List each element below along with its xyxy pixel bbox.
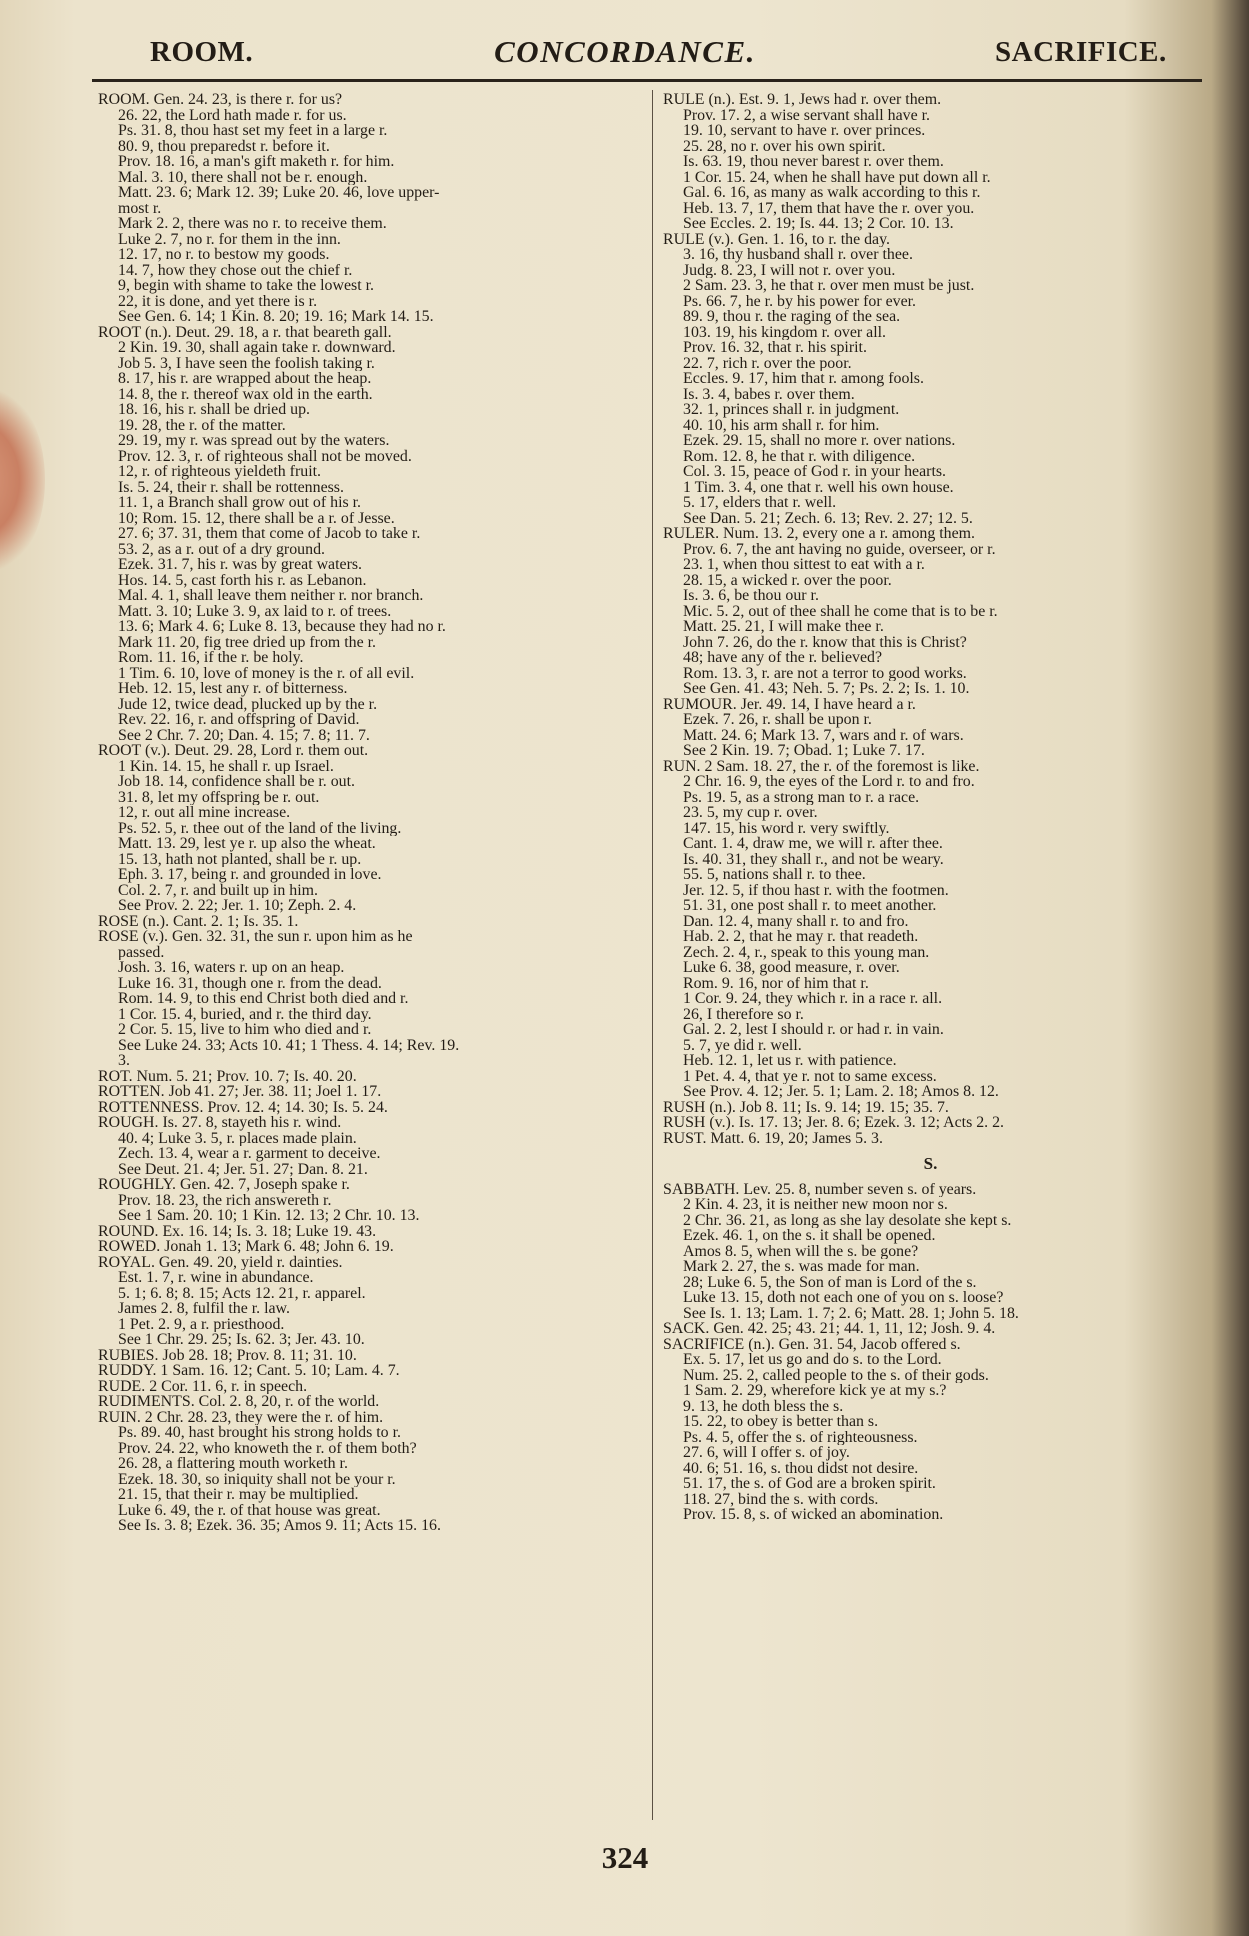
- reference-line: Prov. 17. 2, a wise servant shall have r.: [683, 107, 930, 123]
- reference-line: Prov. 12. 3, r. of righteous shall not be moved.: [118, 448, 412, 464]
- reference-line: Ps. 52. 5, r. thee out of the land of the living.: [118, 820, 402, 836]
- reference-line: 28; Luke 6. 5, the Son of man is Lord of the s.: [683, 1274, 977, 1290]
- headword-entry: RUIN. 2 Chr. 28. 23, they were the r. of him.: [98, 1409, 384, 1425]
- reference-line: 26. 28, a flattering mouth worketh r.: [118, 1456, 348, 1472]
- reference-line: Ps. 31. 8, thou hast set my feet in a large r.: [118, 123, 388, 139]
- reference-line: See Deut. 21. 4; Jer. 51. 27; Dan. 8. 21.: [118, 1161, 368, 1177]
- headword-entry: RUN. 2 Sam. 18. 27, the r. of the foremost is like.: [663, 758, 980, 774]
- reference-line: 1 Sam. 2. 29, wherefore kick ye at my s.?: [683, 1383, 947, 1399]
- reference-line: Prov. 18. 23, the rich answereth r.: [118, 1192, 332, 1208]
- reference-line: Rom. 14. 9, to this end Christ both died and r.: [118, 991, 409, 1007]
- reference-line: 21. 15, that their r. may be multiplied.: [118, 1487, 359, 1503]
- reference-line: 22, it is done, and yet there is r.: [118, 293, 318, 309]
- headword-entry: SABBATH. Lev. 25. 8, number seven s. of years.: [663, 1181, 977, 1197]
- headword-entry: SACK. Gen. 42. 25; 43. 21; 44. 1, 11, 12; Josh. 9. 4.: [663, 1321, 996, 1337]
- reference-line: 12, r. out all mine increase.: [118, 805, 291, 821]
- reference-line: Luke 13. 15, doth not each one of you on s. loose?: [683, 1290, 1004, 1306]
- running-head: [0, 32, 1249, 76]
- reference-line: See Is. 1. 13; Lam. 1. 7; 2. 6; Matt. 28. 1; John 5. 18.: [683, 1305, 1019, 1321]
- headword-entry: ROOT (v.). Deut. 29. 28, Lord r. them out.: [98, 743, 369, 759]
- reference-line: Col. 3. 15, peace of God r. in your hearts.: [683, 464, 947, 480]
- reference-line: Col. 2. 7, r. and built up in him.: [118, 882, 318, 898]
- reference-line: 1 Cor. 9. 24, they which r. in a race r. all.: [683, 991, 943, 1007]
- reference-line: 2 Chr. 36. 21, as long as she lay desolate she kept s.: [683, 1212, 1012, 1228]
- reference-line: 22. 7, rich r. over the poor.: [683, 355, 852, 371]
- headword-entry: ROUGH. Is. 27. 8, stayeth his r. wind.: [98, 1115, 342, 1131]
- reference-line: Prov. 15. 8, s. of wicked an abomination.: [683, 1507, 944, 1523]
- header-left-catchword: ROOM.: [150, 36, 254, 68]
- reference-line: Jude 12, twice dead, plucked up by the r.: [118, 696, 378, 712]
- reference-line: Is. 3. 4, babes r. over them.: [683, 386, 855, 402]
- reference-line: Is. 3. 6, be thou our r.: [683, 588, 819, 604]
- reference-line: 40. 4; Luke 3. 5, r. places made plain.: [118, 1130, 357, 1146]
- reference-line: Matt. 23. 6; Mark 12. 39; Luke 20. 46, love upper-: [118, 185, 440, 201]
- reference-line: Prov. 18. 16, a man's gift maketh r. for him.: [118, 154, 395, 170]
- reference-line: 2 Chr. 16. 9, the eyes of the Lord r. to and fro.: [683, 774, 975, 790]
- reference-line: Mal. 3. 10, there shall not be r. enough.: [118, 169, 368, 185]
- reference-line: Rom. 13. 3, r. are not a terror to good works.: [683, 665, 967, 681]
- reference-line: Rom. 9. 16, nor of him that r.: [683, 975, 869, 991]
- reference-line: 3. 16, thy husband shall r. over thee.: [683, 247, 913, 263]
- reference-line: Ezek. 18. 30, so iniquity shall not be your r.: [118, 1471, 396, 1487]
- headword-entry: ROTTENNESS. Prov. 12. 4; 14. 30; Is. 5. 24.: [98, 1099, 388, 1115]
- reference-line: 147. 15, his word r. very swiftly.: [683, 820, 890, 836]
- reference-line: 19. 28, the r. of the matter.: [118, 417, 286, 433]
- left-column: [98, 92, 648, 1534]
- reference-line: Ps. 66. 7, he r. by his power for ever.: [683, 293, 917, 309]
- reference-line: 23. 5, my cup r. over.: [683, 805, 818, 821]
- reference-line: Judg. 8. 23, I will not r. over you.: [683, 262, 896, 278]
- reference-line: Luke 2. 7, no r. for them in the inn.: [118, 231, 341, 247]
- reference-line: See Gen. 41. 43; Neh. 5. 7; Ps. 2. 2; Is. 1. 10.: [683, 681, 970, 697]
- reference-line: 23. 1, when thou sittest to eat with a r.: [683, 557, 925, 573]
- headword-entry: RULER. Num. 13. 2, every one a r. among them.: [663, 526, 976, 542]
- reference-line: 25. 28, no r. over his own spirit.: [683, 138, 886, 154]
- reference-line: 2 Kin. 4. 23, it is neither new moon nor s.: [683, 1197, 948, 1213]
- reference-line: Is. 63. 19, thou never barest r. over them.: [683, 154, 944, 170]
- reference-line: 48; have any of the r. believed?: [683, 650, 882, 666]
- reference-line: 3.: [118, 1053, 130, 1069]
- headword-entry: RUSH (v.). Is. 17. 13; Jer. 8. 6; Ezek. 3. 12; Acts 2. 2.: [663, 1115, 1005, 1131]
- reference-line: See 1 Sam. 20. 10; 1 Kin. 12. 13; 2 Chr. 10. 13.: [118, 1208, 420, 1224]
- reference-line: Rev. 22. 16, r. and offspring of David.: [118, 712, 360, 728]
- reference-line: Ex. 5. 17, let us go and do s. to the Lord.: [683, 1352, 942, 1368]
- reference-line: James 2. 8, fulfil the r. law.: [118, 1301, 290, 1317]
- reference-line: Ezek. 46. 1, on the s. it shall be opened.: [683, 1228, 936, 1244]
- reference-line: 1 Kin. 14. 15, he shall r. up Israel.: [118, 758, 334, 774]
- reference-line: Prov. 16. 32, that r. his spirit.: [683, 340, 867, 356]
- reference-line: Is. 40. 31, they shall r., and not be weary.: [683, 851, 944, 867]
- reference-line: Eph. 3. 17, being r. and grounded in love.: [118, 867, 382, 883]
- reference-line: Ezek. 7. 26, r. shall be upon r.: [683, 712, 872, 728]
- reference-line: Prov. 24. 22, who knoweth the r. of them both?: [118, 1440, 417, 1456]
- reference-line: 5. 17, elders that r. well.: [683, 495, 837, 511]
- reference-line: Est. 1. 7, r. wine in abundance.: [118, 1270, 314, 1286]
- reference-line: 55. 5, nations shall r. to thee.: [683, 867, 866, 883]
- reference-line: 32. 1, princes shall r. in judgment.: [683, 402, 900, 418]
- header-right-catchword: SACRIFICE.: [995, 36, 1167, 68]
- reference-line: 1 Cor. 15. 4, buried, and r. the third day.: [118, 1006, 372, 1022]
- reference-line: Matt. 3. 10; Luke 3. 9, ax laid to r. of trees.: [118, 603, 392, 619]
- headword-entry: ROTTEN. Job 41. 27; Jer. 38. 11; Joel 1. 17.: [98, 1084, 382, 1100]
- headword-entry: RUDIMENTS. Col. 2. 8, 20, r. of the world.: [98, 1394, 380, 1410]
- reference-line: 2 Sam. 23. 3, he that r. over men must be just.: [683, 278, 975, 294]
- reference-line: See Prov. 2. 22; Jer. 1. 10; Zeph. 2. 4.: [118, 898, 357, 914]
- headword-entry: ROUND. Ex. 16. 14; Is. 3. 18; Luke 19. 43.: [98, 1223, 377, 1239]
- reference-line: 11. 1, a Branch shall grow out of his r.: [118, 495, 362, 511]
- headword-entry: ROSE (n.). Cant. 2. 1; Is. 35. 1.: [98, 913, 299, 929]
- reference-line: See Gen. 6. 14; 1 Kin. 8. 20; 19. 16; Mark 14. 15.: [118, 309, 434, 325]
- reference-line: Heb. 12. 1, let us r. with patience.: [683, 1053, 897, 1069]
- reference-line: Ps. 89. 40, hast brought his strong holds to r.: [118, 1425, 401, 1441]
- reference-line: John 7. 26, do the r. know that this is Christ?: [683, 634, 967, 650]
- reference-line: Ezek. 31. 7, his r. was by great waters.: [118, 557, 363, 573]
- reference-line: 2 Cor. 5. 15, live to him who died and r.: [118, 1022, 372, 1038]
- headword-entry: ROUGHLY. Gen. 42. 7, Joseph spake r.: [98, 1177, 350, 1193]
- reference-line: Dan. 12. 4, many shall r. to and fro.: [683, 913, 909, 929]
- reference-line: Amos 8. 5, when will the s. be gone?: [683, 1243, 919, 1259]
- reference-line: 1 Cor. 15. 24, when he shall have put down all r.: [683, 169, 991, 185]
- reference-line: 89. 9, thou r. the raging of the sea.: [683, 309, 901, 325]
- reference-line: 2 Kin. 19. 30, shall again take r. downward.: [118, 340, 396, 356]
- reference-line: 27. 6; 37. 31, them that come of Jacob to take r.: [118, 526, 421, 542]
- reference-line: 1 Tim. 6. 10, love of money is the r. of all evil.: [118, 665, 415, 681]
- reference-line: Cant. 1. 4, draw me, we will r. after thee.: [683, 836, 943, 852]
- reference-line: Ezek. 29. 15, shall no more r. over nations.: [683, 433, 956, 449]
- reference-line: See Prov. 4. 12; Jer. 5. 1; Lam. 2. 18; Amos 8. 12.: [683, 1084, 999, 1100]
- reference-line: Mark 11. 20, fig tree dried up from the r.: [118, 634, 377, 650]
- reference-line: 1 Pet. 4. 4, that ye r. not to same excess.: [683, 1068, 937, 1084]
- headword-entry: ROOT (n.). Deut. 29. 18, a r. that beareth gall.: [98, 324, 392, 340]
- reference-line: Prov. 6. 7, the ant having no guide, overseer, or r.: [683, 541, 996, 557]
- header-rule: [92, 79, 1202, 82]
- reference-line: Heb. 12. 15, lest any r. of bitterness.: [118, 681, 348, 697]
- reference-line: 5. 1; 6. 8; 8. 15; Acts 12. 21, r. apparel.: [118, 1285, 366, 1301]
- reference-line: 103. 19, his kingdom r. over all.: [683, 324, 887, 340]
- reference-line: 19. 10, servant to have r. over princes.: [683, 123, 926, 139]
- reference-line: Gal. 6. 16, as many as walk according to this r.: [683, 185, 981, 201]
- reference-line: Rom. 12. 8, he that r. with diligence.: [683, 448, 916, 464]
- reference-line: See 1 Chr. 29. 25; Is. 62. 3; Jer. 43. 10.: [118, 1332, 365, 1348]
- reference-line: Hos. 14. 5, cast forth his r. as Lebanon.: [118, 572, 367, 588]
- reference-line: passed.: [118, 944, 165, 960]
- reference-line: Ps. 4. 5, offer the s. of righteousness.: [683, 1429, 918, 1445]
- reference-line: 12. 17, no r. to bestow my goods.: [118, 247, 330, 263]
- reference-line: 51. 17, the s. of God are a broken spirit.: [683, 1476, 936, 1492]
- reference-line: Mic. 5. 2, out of thee shall he come that is to be r.: [683, 603, 998, 619]
- headword-entry: ROOM. Gen. 24. 23, is there r. for us?: [98, 92, 343, 108]
- column-divider: [652, 90, 653, 1820]
- reference-line: 26. 22, the Lord hath made r. for us.: [118, 107, 347, 123]
- reference-line: 14. 7, how they chose out the chief r.: [118, 262, 353, 278]
- section-letter: S.: [923, 1154, 938, 1173]
- reference-line: Gal. 2. 2, lest I should r. or had r. in vain.: [683, 1022, 944, 1038]
- reference-line: See 2 Kin. 19. 7; Obad. 1; Luke 7. 17.: [683, 743, 925, 759]
- headword-entry: ROWED. Jonah 1. 13; Mark 6. 48; John 6. 19.: [98, 1239, 394, 1255]
- reference-line: 40. 10, his arm shall r. for him.: [683, 417, 880, 433]
- reference-line: See Is. 3. 8; Ezek. 36. 35; Amos 9. 11; Acts 15. 16.: [118, 1518, 441, 1534]
- headword-entry: RULE (v.). Gen. 1. 16, to r. the day.: [663, 231, 890, 247]
- reference-line: Job 5. 3, I have seen the foolish taking r.: [118, 355, 375, 371]
- reference-line: 31. 8, let my offspring be r. out.: [118, 789, 320, 805]
- headword-entry: RUDE. 2 Cor. 11. 6, r. in speech.: [98, 1378, 308, 1394]
- reference-line: 53. 2, as a r. out of a dry ground.: [118, 541, 325, 557]
- reference-line: 14. 8, the r. thereof wax old in the earth.: [118, 386, 373, 402]
- reference-line: Zech. 2. 4, r., speak to this young man.: [683, 944, 930, 960]
- reference-line: Luke 6. 49, the r. of that house was great.: [118, 1502, 381, 1518]
- reference-line: Luke 16. 31, though one r. from the dead.: [118, 975, 382, 991]
- reference-line: 1 Pet. 2. 9, a r. priesthood.: [118, 1316, 285, 1332]
- reference-line: Ps. 19. 5, as a strong man to r. a race.: [683, 789, 920, 805]
- right-column: [663, 92, 1198, 1523]
- reference-line: 1 Tim. 3. 4, one that r. well his own house.: [683, 479, 954, 495]
- reference-line: 13. 6; Mark 4. 6; Luke 8. 13, because they had no r.: [118, 619, 446, 635]
- reference-line: 29. 19, my r. was spread out by the waters.: [118, 433, 390, 449]
- reference-line: 18. 16, his r. shall be dried up.: [118, 402, 310, 418]
- reference-line: Num. 25. 2, called people to the s. of their gods.: [683, 1367, 989, 1383]
- reference-line: Luke 6. 38, good measure, r. over.: [683, 960, 900, 976]
- reference-line: Heb. 13. 7, 17, them that have the r. over you.: [683, 200, 975, 216]
- reference-line: 51. 31, one post shall r. to meet another.: [683, 898, 937, 914]
- headword-entry: RULE (n.). Est. 9. 1, Jews had r. over them.: [663, 92, 942, 108]
- reference-line: 5. 7, ye did r. well.: [683, 1037, 802, 1053]
- reference-line: Jer. 12. 5, if thou hast r. with the footmen.: [683, 882, 949, 898]
- reference-line: Eccles. 9. 17, him that r. among fools.: [683, 371, 924, 387]
- headword-entry: ROYAL. Gen. 49. 20, yield r. dainties.: [98, 1254, 343, 1270]
- reference-line: most r.: [118, 200, 162, 216]
- reference-line: 28. 15, a wicked r. over the poor.: [683, 572, 892, 588]
- reference-line: See Eccles. 2. 19; Is. 44. 13; 2 Cor. 10. 13.: [683, 216, 954, 232]
- reference-line: Mal. 4. 1, shall leave them neither r. nor branch.: [118, 588, 424, 604]
- headword-entry: SACRIFICE (n.). Gen. 31. 54, Jacob offered s.: [663, 1336, 961, 1352]
- page-number: 324: [601, 1840, 649, 1875]
- headword-entry: RUBIES. Job 28. 18; Prov. 8. 11; 31. 10.: [98, 1347, 357, 1363]
- reference-line: Josh. 3. 16, waters r. up on an heap.: [118, 960, 345, 976]
- reference-line: Job 18. 14, confidence shall be r. out.: [118, 774, 355, 790]
- reference-line: 40. 6; 51. 16, s. thou didst not desire.: [683, 1460, 919, 1476]
- reference-line: 15. 13, hath not planted, shall be r. up.: [118, 851, 362, 867]
- reference-line: Rom. 11. 16, if the r. be holy.: [118, 650, 304, 666]
- reference-line: Is. 5. 24, their r. shall be rottenness.: [118, 479, 344, 495]
- reference-line: 9, begin with shame to take the lowest r.: [118, 278, 374, 294]
- reference-line: 12, r. of righteous yieldeth fruit.: [118, 464, 322, 480]
- reference-line: See Dan. 5. 21; Zech. 6. 13; Rev. 2. 27; 12. 5.: [683, 510, 973, 526]
- reference-line: Matt. 25. 21, I will make thee r.: [683, 619, 884, 635]
- headword-entry: RUMOUR. Jer. 49. 14, I have heard a r.: [663, 696, 916, 712]
- headword-entry: RUSH (n.). Job 8. 11; Is. 9. 14; 19. 15; 35. 7.: [663, 1099, 949, 1115]
- reference-line: 8. 17, his r. are wrapped about the heap.: [118, 371, 372, 387]
- headword-entry: ROSE (v.). Gen. 32. 31, the sun r. upon him as he: [98, 929, 413, 945]
- reference-line: Matt. 24. 6; Mark 13. 7, wars and r. of wars.: [683, 727, 964, 743]
- reference-line: 27. 6, will I offer s. of joy.: [683, 1445, 850, 1461]
- reference-line: See 2 Chr. 7. 20; Dan. 4. 15; 7. 8; 11. 7.: [118, 727, 370, 743]
- reference-line: 118. 27, bind the s. with cords.: [683, 1491, 879, 1507]
- reference-line: 9. 13, he doth bless the s.: [683, 1398, 844, 1414]
- reference-line: See Luke 24. 33; Acts 10. 41; 1 Thess. 4. 14; Rev. 19.: [118, 1037, 460, 1053]
- reference-line: Mark 2. 2, there was no r. to receive them.: [118, 216, 387, 232]
- headword-entry: ROT. Num. 5. 21; Prov. 10. 7; Is. 40. 20.: [98, 1068, 357, 1084]
- header-title: CONCORDANCE.: [494, 34, 756, 69]
- reference-line: Matt. 13. 29, lest ye r. up also the wheat.: [118, 836, 376, 852]
- headword-entry: RUDDY. 1 Sam. 16. 12; Cant. 5. 10; Lam. 4. 7.: [98, 1363, 400, 1379]
- reference-line: 10; Rom. 15. 12, there shall be a r. of Jesse.: [118, 510, 395, 526]
- reference-line: 80. 9, thou preparedst r. before it.: [118, 138, 330, 154]
- reference-line: 15. 22, to obey is better than s.: [683, 1414, 879, 1430]
- reference-line: Zech. 13. 4, wear a r. garment to deceive.: [118, 1146, 381, 1162]
- reference-line: Mark 2. 27, the s. was made for man.: [683, 1259, 920, 1275]
- headword-entry: RUST. Matt. 6. 19, 20; James 5. 3.: [663, 1130, 883, 1146]
- reference-line: Hab. 2. 2, that he may r. that readeth.: [683, 929, 919, 945]
- reference-line: 26, I therefore so r.: [683, 1006, 804, 1022]
